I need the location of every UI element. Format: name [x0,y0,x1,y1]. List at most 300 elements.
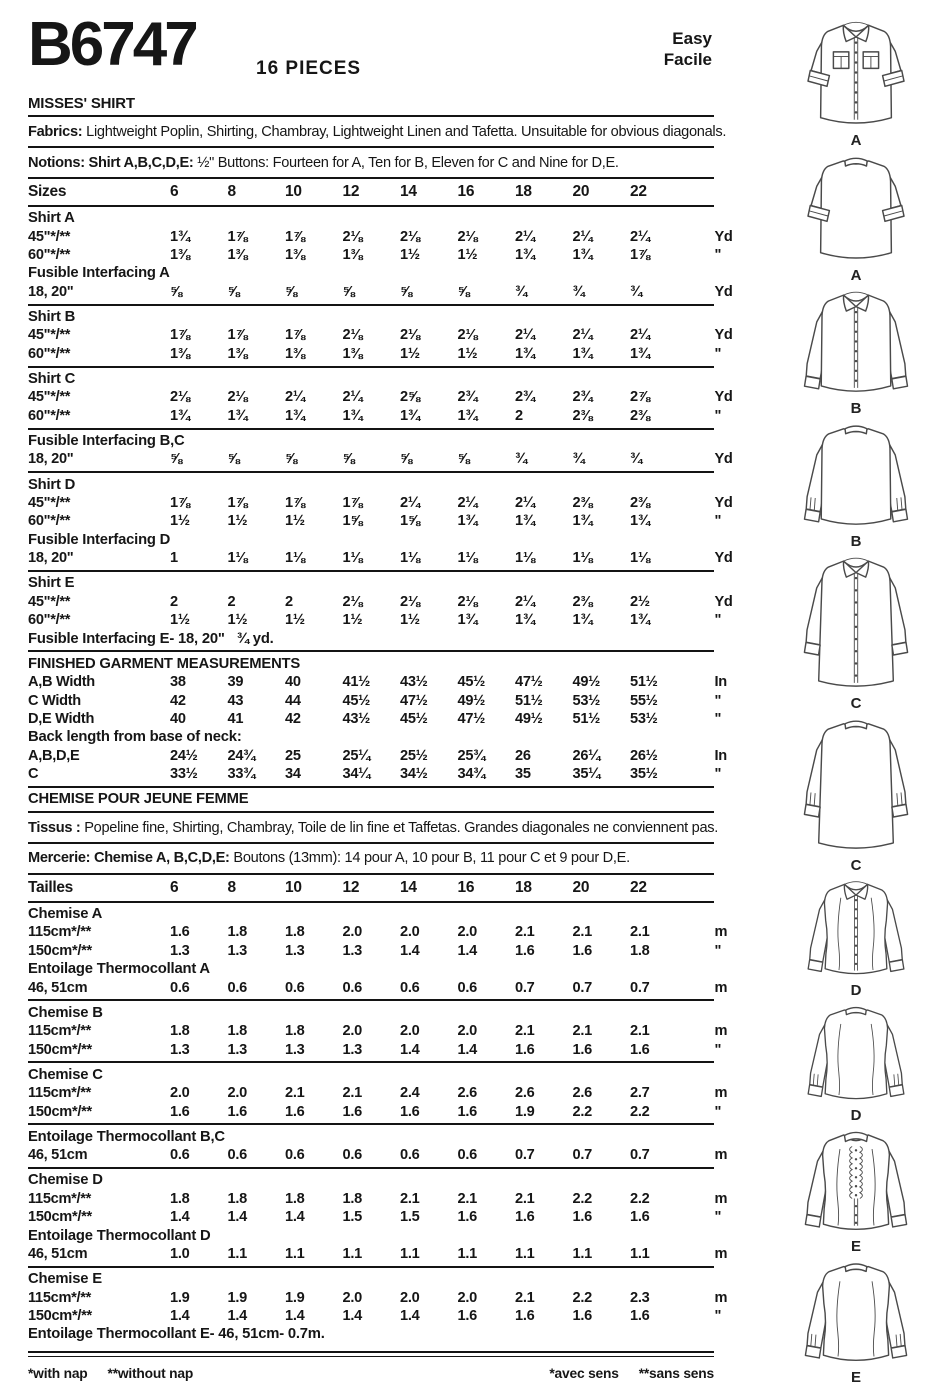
size-column-label: 6 [170,183,179,201]
yardage-value: 2¾ [572,389,593,406]
size-column-label: 8 [227,183,236,201]
yardage-value: 1⅞ [227,228,248,245]
yardage-value: 41½ [342,674,371,691]
section-divider [28,205,714,207]
row-label: A,B Width [28,674,95,691]
shirt-line-drawing [801,284,911,399]
yardage-value: 2⅛ [400,593,420,610]
note-text: ½" Buttons: Fourteen for A, Ten for B, Eleven for C and Nine for D,E. [193,154,619,171]
yardage-value: 1½ [400,246,420,263]
shirt-view-illustrations [780,0,932,1386]
yardage-value: 1⅜ [342,345,363,362]
unit-label: " [714,1307,722,1324]
row-label: C [28,766,39,783]
yardage-value: 0.6 [342,1147,362,1164]
row-label: 45"*/** [28,494,71,511]
row-label: D,E Width [28,710,95,727]
yardage-value: 2.0 [342,924,362,941]
section-title: Back length from base of neck: [28,729,242,746]
yardage-value: 1.6 [515,1209,535,1226]
size-column-label: 8 [227,879,236,897]
section-label-row [28,531,714,549]
nap-legend-english [28,1366,193,1381]
yardage-value: 1.1 [572,1245,592,1262]
yardage-value: 33¾ [227,766,256,783]
yardage-value: 2.0 [400,1023,420,1040]
yardage-value: 2.1 [572,924,592,941]
size-column-label: 20 [572,879,590,897]
yardage-value: 2.1 [515,1023,535,1040]
yardage-value: 2⅛ [457,228,478,245]
avec-sens-note: *avec sens [549,1366,619,1382]
size-header-row [28,181,714,202]
section-divider [28,811,714,813]
yardage-value: ¾ [630,283,642,300]
yardage-value: 2⅛ [342,593,363,610]
row-label: 18, 20" [28,550,74,567]
row-label: 150cm*/** [28,1041,92,1058]
yardage-value: 1.8 [227,1190,247,1207]
section-label-row [28,1270,714,1288]
yardage-value: 47½ [457,710,486,727]
yardage-value: 1.9 [285,1289,305,1306]
yardage-row [28,512,722,530]
section-divider [28,1266,714,1268]
yardage-value: 2 [227,593,236,610]
shirt-line-drawing [801,712,911,856]
unit-label: " [714,246,722,263]
section-divider [28,428,714,430]
section-label-row [28,1325,714,1343]
row-label: 45"*/** [28,228,71,245]
yardage-value: 2¼ [515,327,535,344]
row-label: 150cm*/** [28,1307,92,1324]
yardage-value: 42 [285,710,301,727]
yardage-value: 1.4 [457,942,477,959]
section-title: Shirt E [28,575,75,592]
yardage-value: 1½ [342,612,363,629]
yardage-value: 39 [227,674,244,691]
section-divider [28,1167,714,1169]
row-label: A,B,D,E [28,747,80,764]
yardage-value: 1.3 [170,1041,190,1058]
yardage-value: 45½ [457,674,486,691]
yardage-value: 1.6 [572,1307,592,1324]
unit-label: " [714,1209,722,1226]
shirt-line-drawing [800,149,912,266]
yardage-value: 1¾ [630,345,650,362]
yardage-table [28,115,733,1357]
yardage-value: 1⅞ [285,327,305,344]
note-prefix: Notions: Shirt A,B,C,D,E: [28,154,194,171]
yardage-value: 2¼ [457,494,478,511]
yardage-value: 1¾ [630,612,650,629]
note-prefix: Mercerie: Chemise A, B,C,D,E: [28,850,230,867]
yardage-value: ⅝ [457,451,470,468]
yardage-row [28,283,733,301]
shirt-line-drawing [805,999,907,1106]
yardage-value: 1.9 [227,1289,247,1306]
yardage-value: 0.7 [515,1147,535,1164]
yardage-value: 1⅝ [342,513,363,530]
yardage-value: 47½ [515,674,543,691]
unit-label: Yd [714,389,733,406]
yardage-value: 25¾ [457,747,486,764]
yardage-value: 1¾ [515,612,535,629]
yardage-value: 35 [515,766,531,783]
yardage-value: 1.8 [630,942,650,959]
yardage-value: 1¾ [170,407,190,424]
yardage-value: 2 [515,407,523,424]
sans-sens-note: **sans sens [638,1366,714,1382]
yardage-value: 1.6 [630,1041,650,1058]
yardage-row [28,1307,722,1325]
yardage-value: 26½ [630,747,658,764]
yardage-value: ¾ [630,451,642,468]
yardage-value: 1.4 [285,1209,305,1226]
unit-label: m [714,979,728,996]
with-nap-note: *with nap [28,1366,88,1382]
size-column-label: 22 [630,879,647,897]
yardage-value: 1⅛ [285,550,305,567]
unit-label: " [714,766,722,783]
yardage-row [28,593,733,611]
yardage-row [28,923,728,941]
size-column-label: 6 [170,879,179,897]
yardage-value: 2.0 [342,1289,362,1306]
yardage-value: 2⅛ [342,327,363,344]
yardage-value: 1.5 [400,1209,420,1226]
yardage-value: 0.6 [285,1147,305,1164]
view-letter-label: D [850,1107,862,1124]
section-label-row [28,574,714,592]
yardage-value: ⅝ [170,451,182,468]
yardage-value: 0.7 [630,979,650,996]
yardage-value: 1⅞ [227,327,248,344]
section-label-row [28,790,714,808]
shirt-d-front-illustration [805,874,907,999]
yardage-value: 1.1 [515,1245,535,1262]
yardage-value: 47½ [400,692,428,709]
yardage-value: 1¾ [227,407,248,424]
yardage-value: 1¾ [515,345,535,362]
yardage-value: 1⅜ [170,345,190,362]
yardage-value: 51½ [630,674,658,691]
yardage-value: 1.6 [170,924,190,941]
shirt-line-drawing [800,14,912,131]
yardage-value: 1.6 [572,1041,592,1058]
section-label-row [28,905,714,923]
section-title: Entoilage Thermocollant E- 46, 51cm- 0.7m. [28,1326,325,1343]
yardage-value: 1½ [400,345,420,362]
yardage-value: 2.2 [630,1190,650,1207]
row-label: 60"*/** [28,612,71,629]
yardage-value: 26 [515,747,531,764]
yardage-value: 1.8 [285,1023,305,1040]
yardage-value: 2.0 [400,1289,420,1306]
yardage-value: 43½ [342,710,371,727]
yardage-value: 1.6 [400,1103,420,1120]
section-label-row [28,630,714,648]
yardage-value: 0.7 [515,979,535,996]
unit-label: m [714,1023,728,1040]
shirt-b-front-illustration [801,284,911,417]
inline-yardage-value: ¾ yd. [236,630,274,647]
yardage-value: 2.1 [515,924,535,941]
yardage-value: 1.4 [400,1307,420,1324]
yardage-value: 1¾ [400,407,420,424]
yardage-row [28,1041,722,1059]
yardage-value: ¾ [572,283,585,300]
yardage-value: 2¼ [342,389,363,406]
yardage-value: 2.3 [630,1289,650,1306]
yardage-value: ⅝ [400,451,412,468]
shirt-e-front-illustration [802,1124,910,1255]
yardage-value: 2½ [630,593,650,610]
unit-label: Yd [714,550,733,567]
yardage-value: 2.7 [630,1085,650,1102]
yardage-value: 2⅛ [400,327,420,344]
yardage-value: 1.8 [170,1190,190,1207]
yardage-value: 34¾ [457,766,486,783]
row-label: 150cm*/** [28,1103,92,1120]
yardage-value: ⅝ [170,283,182,300]
yardage-value: 1½ [170,513,190,530]
note-prefix: Tissus : [28,819,81,836]
yardage-value: 1⅜ [227,246,248,263]
yardage-value: 1.3 [170,942,190,959]
section-divider [28,873,714,875]
note-line [28,151,714,175]
yardage-value: 1.3 [342,942,362,959]
yardage-value: 34 [285,766,301,783]
view-letter-label: E [850,1238,861,1255]
section-divider [28,1351,714,1357]
row-label: Tailles [28,879,73,897]
size-column-label: 22 [630,183,647,201]
yardage-value: 1.1 [457,1245,477,1262]
unit-label: Yd [714,494,733,511]
yardage-value: 0.6 [285,979,305,996]
yardage-value: 40 [285,674,301,691]
yardage-value: 1⅜ [285,246,305,263]
yardage-value: 1.1 [285,1245,305,1262]
yardage-value: 1⅛ [400,550,420,567]
yardage-row [28,942,722,960]
row-label: 115cm*/** [28,1023,92,1040]
note-line [28,120,727,144]
yardage-value: 1⅛ [227,550,248,567]
size-column-label: 12 [342,183,360,201]
yardage-value: 1⅜ [170,246,190,263]
yardage-value: 2⅛ [342,228,363,245]
yardage-sheet [28,10,733,1382]
yardage-value: 1.8 [285,924,305,941]
yardage-value: 1.6 [630,1307,650,1324]
yardage-row [28,1146,728,1164]
yardage-value: 0.6 [400,1147,420,1164]
row-label: 46, 51cm [28,1147,88,1164]
yardage-value: 2⅛ [170,389,190,406]
yardage-row [28,345,722,363]
section-divider [28,999,714,1001]
yardage-value: 1¾ [170,228,190,245]
yardage-value: 38 [170,674,186,691]
yardage-value: 2⅛ [457,593,478,610]
section-title: Shirt B [28,308,76,325]
yardage-value: 45½ [342,692,371,709]
row-label: 45"*/** [28,389,71,406]
yardage-value: 1⅞ [170,494,190,511]
yardage-value: 1.4 [227,1307,247,1324]
section-divider [28,1061,714,1063]
yardage-value: 53½ [630,710,658,727]
yardage-value: 1½ [170,612,190,629]
yardage-row [28,747,727,765]
shirt-line-drawing [802,1124,910,1237]
section-label-row [28,1171,714,1189]
yardage-value: 1.6 [457,1103,477,1120]
unit-label: " [714,942,722,959]
yardage-value: 1.4 [457,1041,477,1058]
section-title: Chemise B [28,1004,103,1021]
yardage-value: 2⅜ [572,593,593,610]
section-label-row [28,308,714,326]
row-label: 18, 20" [28,283,74,300]
yardage-value: 2.1 [342,1085,362,1102]
yardage-value: 1.6 [457,1209,477,1226]
unit-label: " [714,692,722,709]
yardage-value: 1.5 [342,1209,362,1226]
yardage-row [28,494,733,512]
yardage-value: 1.4 [227,1209,247,1226]
yardage-row [28,1022,728,1040]
yardage-value: 1¾ [457,407,478,424]
yardage-value: 34¼ [342,766,371,783]
row-label: 115cm*/** [28,1190,92,1207]
yardage-row [28,1208,722,1226]
yardage-value: 1¾ [515,513,535,530]
note-text: Lightweight Poplin, Shirting, Chambray, Lightweight Linen and Tafetta. Unsuitable for obvious diagonals. [82,123,727,140]
yardage-value: 2⅜ [572,494,593,511]
yardage-value: 2.0 [400,924,420,941]
yardage-value: 1.6 [170,1103,190,1120]
section-divider [28,471,714,473]
yardage-value: 1.4 [400,1041,420,1058]
yardage-value: ⅝ [285,283,297,300]
yardage-value: 1⅛ [457,550,478,567]
view-letter-label: A [850,132,862,149]
yardage-value: 1.4 [342,1307,362,1324]
yardage-value: 2¼ [630,228,650,245]
yardage-value: ¾ [515,283,527,300]
difficulty-french: Facile [663,50,712,69]
yardage-value: 1½ [285,513,305,530]
yardage-value: 2.1 [572,1023,592,1040]
yardage-value: 2.2 [572,1289,592,1306]
size-column-label: 16 [457,879,475,897]
yardage-value: 1⅞ [227,494,248,511]
view-letter-label: D [850,982,862,999]
yardage-value: 1.6 [572,1209,592,1226]
yardage-value: 2¼ [400,494,420,511]
yardage-value: 0.6 [457,979,477,996]
yardage-value: 2.1 [400,1190,420,1207]
yardage-value: 1.4 [285,1307,305,1324]
yardage-value: 1⅞ [285,228,305,245]
unit-label: " [714,710,722,727]
row-label: C Width [28,692,81,709]
yardage-value: 1.4 [170,1209,190,1226]
yardage-value: 49½ [572,674,601,691]
section-label-row [28,655,714,673]
yardage-value: 2 [170,593,178,610]
shirt-d-back-illustration [805,999,907,1124]
view-letter-label: C [850,695,862,712]
section-divider [28,146,714,148]
difficulty-english: Easy [672,29,712,48]
yardage-row [28,326,733,344]
note-prefix: Fabrics: [28,123,83,140]
shirt-line-drawing [802,1255,910,1368]
note-text: Popeline fine, Shirting, Chambray, Toile de lin fine et Taffetas. Grandes diagonales ne conviennent pas. [80,819,719,836]
row-label: 45"*/** [28,327,71,344]
yardage-value: 25¼ [342,747,371,764]
row-label: 46, 51cm [28,1245,88,1262]
section-label-row [28,728,714,746]
yardage-value: 25½ [400,747,428,764]
yardage-value: 0.6 [170,1147,190,1164]
pieces-count: 16 PIECES [256,58,362,79]
yardage-row [28,1103,722,1121]
yardage-value: 35½ [630,766,658,783]
yardage-value: 1.6 [515,1307,535,1324]
yardage-value: 1.1 [342,1245,362,1262]
section-title: Chemise A [28,905,103,922]
unit-label: m [714,1245,728,1262]
yardage-row [28,246,722,264]
yardage-value: 2¼ [515,593,535,610]
section-title: FINISHED GARMENT MEASUREMENTS [28,655,301,672]
yardage-value: 41 [227,710,244,727]
shirt-line-drawing [801,417,911,532]
yardage-row [28,979,728,997]
size-column-label: 16 [457,183,475,201]
yardage-value: ⅝ [227,451,240,468]
yardage-value: 1⅜ [342,246,363,263]
yardage-value: 2¼ [630,327,650,344]
yardage-value: 1.9 [170,1289,190,1306]
yardage-value: 1½ [457,345,478,362]
yardage-value: 1.1 [227,1245,247,1262]
yardage-value: 55½ [630,692,658,709]
yardage-row [28,765,722,783]
yardage-value: 44 [285,692,301,709]
yardage-value: 1½ [457,246,478,263]
unit-label: m [714,1147,728,1164]
nap-legend-french [549,1366,714,1381]
yardage-value: 2¼ [572,228,593,245]
yardage-value: 1.6 [630,1209,650,1226]
yardage-value: 2.0 [227,1085,247,1102]
note-line [28,846,714,870]
unit-label: Yd [714,451,733,468]
shirt-b-back-illustration [801,417,911,550]
row-label: 115cm*/** [28,1085,92,1102]
size-header-row [28,877,714,898]
yardage-value: 1.6 [457,1307,477,1324]
row-label: 60"*/** [28,513,71,530]
